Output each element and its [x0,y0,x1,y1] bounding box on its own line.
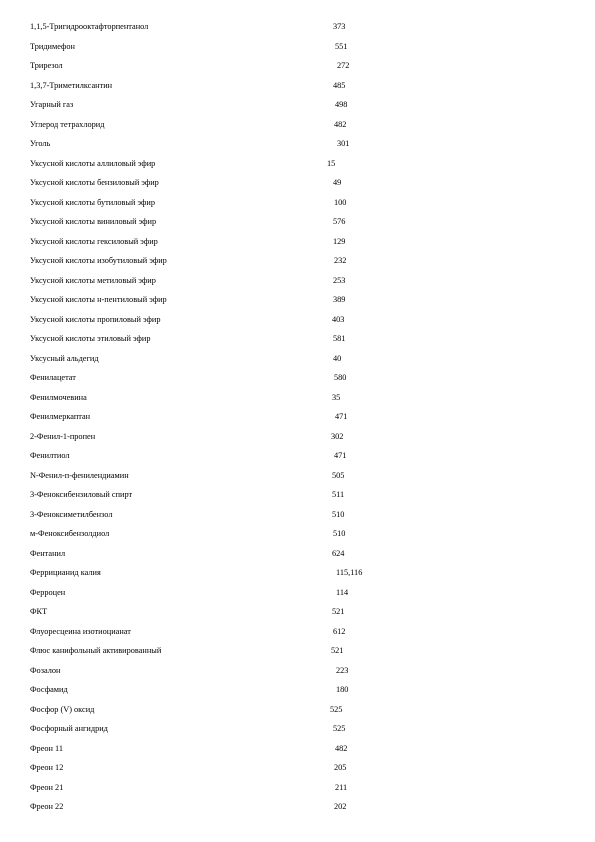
page-number: 525 [330,704,343,714]
index-entry [30,329,370,349]
index-entry [30,739,370,759]
index-entry [30,368,370,388]
index-term: Уксусной кислоты бутиловый эфир [30,197,155,207]
page-number: 551 [335,41,348,51]
index-term: 2-Фенил-1-пропен [30,431,96,441]
page-number: 115,116 [336,568,363,577]
index-term: N-Фенил-п-фенилендиамин [30,470,129,480]
index-term: Фенилацетат [30,373,76,382]
page-number: 624 [332,548,345,558]
index-entry [30,173,370,193]
page-number: 521 [331,646,344,655]
index-entry [30,544,370,564]
index-entry [30,271,370,291]
index-term: Углерод тетрахлорид [30,119,105,129]
index-entry [30,37,370,57]
index-term: Уксусной кислоты пропиловый эфир [30,314,161,324]
index-entry [30,407,370,427]
page-number: 205 [334,763,347,772]
page-number: 403 [332,314,345,324]
page-number: 482 [334,119,347,129]
index-list [30,17,370,817]
page-number: 35 [332,392,341,402]
index-entry [30,193,370,213]
page-number: 40 [333,353,342,363]
index-entry [30,563,370,583]
page-number: 202 [334,802,347,811]
index-term: ФКТ [30,607,48,616]
index-entry [30,388,370,408]
index-entry [30,661,370,681]
page-number: 223 [336,665,349,675]
index-term: Фреон 11 [30,743,64,753]
index-entry [30,446,370,466]
index-term: Тридимефон [30,41,76,51]
index-entry [30,758,370,778]
index-term: Фреон 12 [30,763,64,772]
index-term: Трирезол [30,61,63,70]
page-number: 471 [335,412,348,421]
index-entry [30,76,370,96]
index-entry [30,641,370,661]
page-number: 510 [332,509,345,519]
index-term: Феррицианид калия [30,568,101,577]
index-entry [30,232,370,252]
index-term: Фосфамид [30,685,68,694]
index-term: Уксусной кислоты метиловый эфир [30,275,156,285]
page-number: 505 [332,470,345,480]
index-term: Фозалон [30,665,61,675]
index-term: Уголь [30,139,51,148]
index-term: Угарный газ [30,100,74,109]
index-entry [30,95,370,115]
page-number: 525 [333,724,346,733]
page-number: 581 [333,334,346,343]
index-entry [30,115,370,135]
index-entry [30,251,370,271]
page-number: 521 [332,607,345,616]
page-number: 482 [335,743,348,753]
index-term: Уксусной кислоты аллиловый эфир [30,158,156,168]
index-term: 3-Феноксиметилбензол [30,509,113,519]
page-number: 15 [327,158,336,168]
page-number: 471 [334,451,347,460]
index-entry [30,622,370,642]
index-term: 1,1,5-Тригидрооктафторпентанол [30,22,149,31]
index-term: Фенилмеркаптан [30,412,91,421]
page-number: 612 [333,626,346,636]
index-term: Уксусной кислоты н-пентиловый эфир [30,295,167,304]
page-number: 576 [333,217,346,226]
index-term: Фенилмочевина [30,392,87,402]
page-number: 100 [334,197,347,207]
index-term: 1,3,7-Триметилксантин [30,80,113,90]
page-number: 272 [337,61,350,70]
index-entry [30,680,370,700]
index-entry [30,700,370,720]
index-entry [30,583,370,603]
index-entry [30,778,370,798]
index-entry [30,349,370,369]
index-term: Фосфор (V) оксид [30,704,95,714]
index-entry [30,602,370,622]
index-entry [30,154,370,174]
index-entry [30,505,370,525]
index-entry [30,212,370,232]
page-number: 49 [333,178,342,187]
index-entry [30,17,370,37]
page-number: 389 [333,295,346,304]
index-entry [30,797,370,817]
page-number: 232 [334,256,347,265]
index-entry [30,310,370,330]
page-number: 373 [333,22,346,31]
index-term: Уксусной кислоты изобутиловый эфир [30,256,167,265]
index-entry [30,485,370,505]
page-number: 302 [331,431,344,441]
index-term: Уксусной кислоты гексиловый эфир [30,236,158,246]
index-term: Фентанил [30,548,66,558]
index-term: 3-Феноксибензиловый спирт [30,490,133,499]
index-term: Уксусный альдегид [30,353,99,363]
index-term: Уксусной кислоты этиловый эфир [30,334,151,343]
page-number: 485 [333,80,346,90]
index-entry [30,290,370,310]
page-number: 129 [333,236,346,246]
index-term: Уксусной кислоты виниловый эфир [30,217,157,226]
page-number: 211 [335,782,348,792]
page-number: 114 [336,587,349,597]
index-entry [30,524,370,544]
index-term: Уксусной кислоты бензиловый эфир [30,178,159,187]
page-number: 498 [335,100,348,109]
index-entry [30,466,370,486]
index-entry [30,56,370,76]
index-entry [30,719,370,739]
page-number: 580 [334,373,347,382]
index-term: м-Феноксибензолдиол [30,529,110,538]
index-entry [30,134,370,154]
index-term: Фосфорный ангидрид [30,724,108,733]
index-term: Флюс канифольный активированный [30,646,162,655]
page-number: 301 [337,139,350,148]
index-term: Фенилтиол [30,451,70,460]
index-term: Фреон 22 [30,802,64,811]
page-number: 253 [333,275,346,285]
page-number: 510 [333,529,346,538]
page-number: 180 [336,685,349,694]
index-term: Ферроцен [30,587,66,597]
index-term: Фреон 21 [30,782,64,792]
index-entry [30,427,370,447]
index-term: Флуоресцеина изотиоцианат [30,626,131,636]
page-number: 511 [332,490,345,499]
